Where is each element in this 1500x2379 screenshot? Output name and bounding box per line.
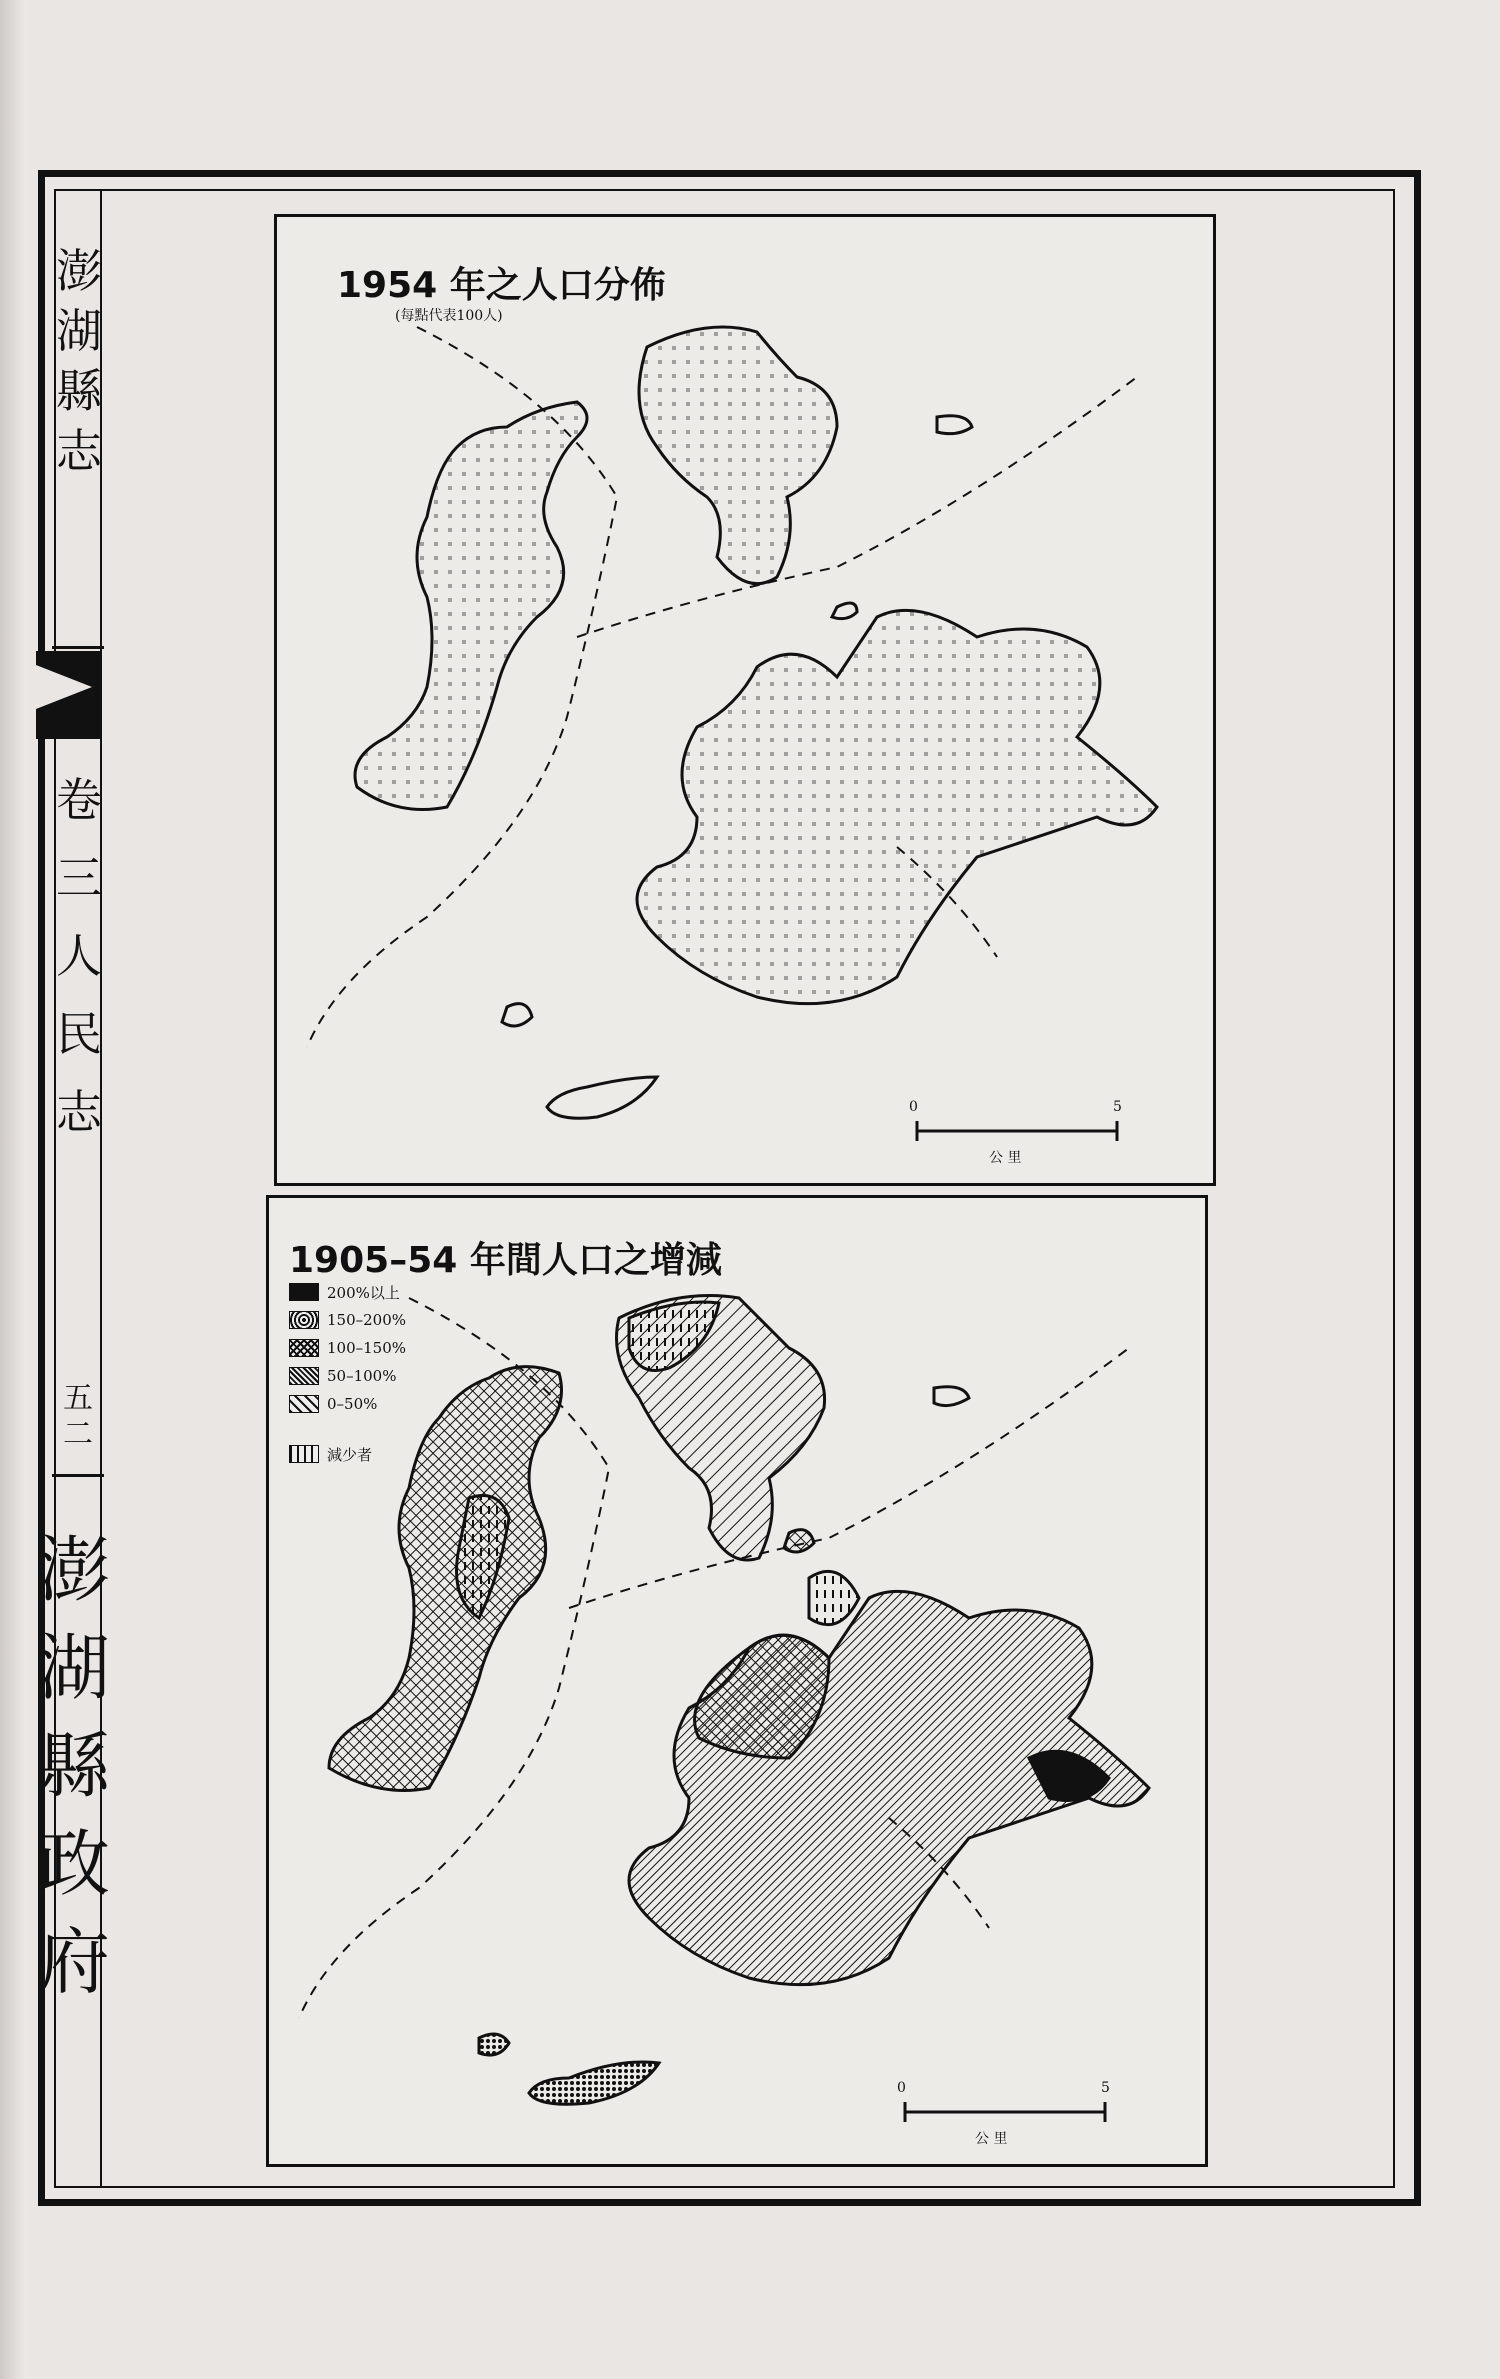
legend-item bbox=[289, 1362, 406, 1390]
map-1905-54-svg bbox=[269, 1198, 1205, 2164]
island-south-top bbox=[547, 1077, 657, 1118]
scale-zero-top: 0 bbox=[909, 1099, 918, 1115]
scale-zero-bottom: 0 bbox=[897, 2080, 906, 2096]
scale-unit-top: 公 里 bbox=[989, 1150, 1022, 1166]
map-1954-population bbox=[274, 214, 1216, 1186]
scale-max-bottom: 5 bbox=[1101, 2080, 1110, 2096]
islet-b-top bbox=[937, 416, 972, 434]
page-edge bbox=[0, 0, 40, 2379]
legend-swatch bbox=[289, 1283, 319, 1301]
map-1954-title: 1954 年之人口分佈 bbox=[337, 265, 666, 306]
legend-swatch bbox=[289, 1395, 319, 1413]
spine-volume: 卷 三 人 民 志 bbox=[56, 773, 102, 1139]
legend-swatch bbox=[289, 1339, 319, 1357]
spine-column bbox=[38, 191, 111, 2186]
map-1905-54-change bbox=[266, 1195, 1208, 2167]
islet-c-top bbox=[832, 603, 857, 619]
legend-item bbox=[289, 1306, 406, 1334]
spine-publisher: 澎 湖 縣 政 府 bbox=[38, 1528, 111, 2004]
region-main-decrease bbox=[809, 1571, 859, 1624]
legend-swatch bbox=[289, 1445, 319, 1463]
legend-label: 150–200% bbox=[327, 1311, 407, 1329]
scale-unit-bottom: 公 里 bbox=[975, 2131, 1008, 2147]
legend-label: 50–100% bbox=[327, 1367, 397, 1385]
islet-b-bottom bbox=[934, 1387, 969, 1406]
legend-item bbox=[289, 1440, 406, 1468]
map-1954-subtitle: (每點代表100人) bbox=[395, 308, 503, 324]
scale-max-top: 5 bbox=[1113, 1099, 1122, 1115]
region-south-bottom bbox=[529, 2062, 659, 2104]
legend-swatch bbox=[289, 1311, 319, 1329]
legend-item bbox=[289, 1278, 406, 1306]
legend-label: 100–150% bbox=[327, 1339, 407, 1357]
legend-label: 0–50% bbox=[327, 1395, 378, 1413]
legend-item bbox=[289, 1334, 406, 1362]
legend bbox=[289, 1278, 406, 1468]
legend-label: 減少者 bbox=[327, 1445, 373, 1464]
islet-c-bottom bbox=[784, 1530, 814, 1552]
legend-item bbox=[289, 1390, 406, 1418]
islet-a-bottom bbox=[479, 2034, 509, 2055]
spine-page-number: 五 二 bbox=[63, 1381, 93, 1452]
spine-title: 澎 湖 縣 志 bbox=[56, 244, 102, 478]
spine-rule-lower bbox=[52, 1474, 104, 1477]
map-1954-svg bbox=[277, 217, 1213, 1183]
spine-rule bbox=[52, 646, 104, 649]
islet-a-top bbox=[502, 1004, 532, 1026]
legend-label: 200%以上 bbox=[327, 1283, 400, 1302]
spine-black-band bbox=[36, 651, 102, 739]
map-1905-54-title: 1905–54 年間人口之增減 bbox=[289, 1240, 722, 1281]
legend-swatch bbox=[289, 1367, 319, 1385]
